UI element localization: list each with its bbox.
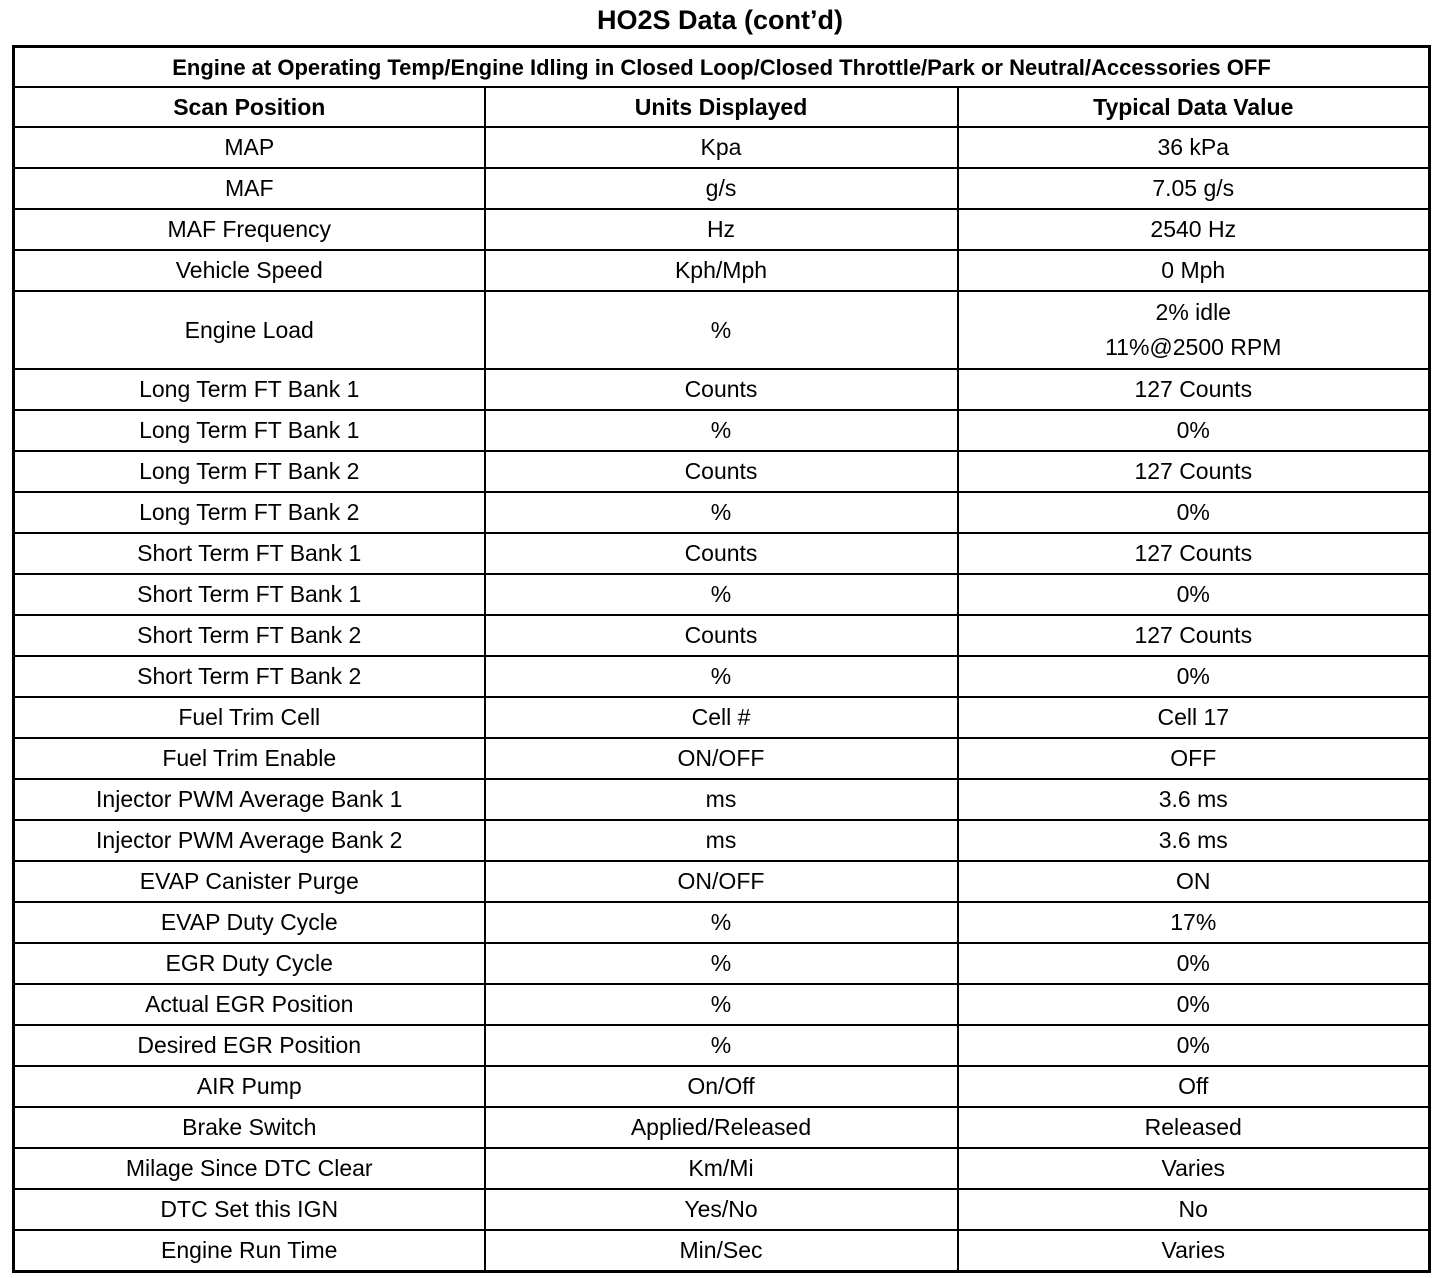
typical-value-cell: 0 Mph bbox=[958, 250, 1430, 291]
typical-value-cell: 3.6 ms bbox=[958, 820, 1430, 861]
table-body bbox=[14, 127, 1430, 1272]
scan-position-cell: Long Term FT Bank 1 bbox=[14, 369, 485, 410]
table-row bbox=[14, 1230, 1430, 1272]
scan-position-cell: Engine Run Time bbox=[14, 1230, 485, 1272]
units-displayed-cell: ON/OFF bbox=[485, 738, 958, 779]
scan-position-cell: Short Term FT Bank 2 bbox=[14, 656, 485, 697]
units-displayed-cell: ms bbox=[485, 820, 958, 861]
table-row bbox=[14, 656, 1430, 697]
operating-condition: Engine at Operating Temp/Engine Idling in Closed Loop/Closed Throttle/Park or Neutral/Accessories OFF bbox=[14, 47, 1430, 88]
units-displayed-cell: Yes/No bbox=[485, 1189, 958, 1230]
scan-position-cell: Brake Switch bbox=[14, 1107, 485, 1148]
units-displayed-cell: % bbox=[485, 410, 958, 451]
table-row bbox=[14, 291, 1430, 369]
typical-value-cell: 0% bbox=[958, 574, 1430, 615]
typical-value-cell: 127 Counts bbox=[958, 615, 1430, 656]
typical-value-cell: 36 kPa bbox=[958, 127, 1430, 168]
scan-position-cell: DTC Set this IGN bbox=[14, 1189, 485, 1230]
units-displayed-cell: % bbox=[485, 291, 958, 369]
scan-position-cell: Engine Load bbox=[14, 291, 485, 369]
typical-value-cell: 127 Counts bbox=[958, 451, 1430, 492]
typical-value-cell: 0% bbox=[958, 1025, 1430, 1066]
typical-value-line: 2% idle bbox=[1155, 299, 1231, 326]
table-row bbox=[14, 943, 1430, 984]
scan-position-cell: Injector PWM Average Bank 1 bbox=[14, 779, 485, 820]
table-row bbox=[14, 1189, 1430, 1230]
table-row bbox=[14, 410, 1430, 451]
scan-position-cell: Actual EGR Position bbox=[14, 984, 485, 1025]
table-row bbox=[14, 1025, 1430, 1066]
table-row bbox=[14, 209, 1430, 250]
units-displayed-cell: On/Off bbox=[485, 1066, 958, 1107]
scan-position-cell: Milage Since DTC Clear bbox=[14, 1148, 485, 1189]
units-displayed-cell: Counts bbox=[485, 369, 958, 410]
table-row bbox=[14, 451, 1430, 492]
table-row bbox=[14, 697, 1430, 738]
typical-value-cell: 0% bbox=[958, 492, 1430, 533]
units-displayed-cell: Cell # bbox=[485, 697, 958, 738]
scan-position-cell: Fuel Trim Enable bbox=[14, 738, 485, 779]
scan-position-cell: Short Term FT Bank 1 bbox=[14, 533, 485, 574]
units-displayed-cell: Hz bbox=[485, 209, 958, 250]
header-typical-data-value: Typical Data Value bbox=[958, 87, 1430, 127]
typical-value-cell: 127 Counts bbox=[958, 369, 1430, 410]
units-displayed-cell: ms bbox=[485, 779, 958, 820]
scan-position-cell: Fuel Trim Cell bbox=[14, 697, 485, 738]
units-displayed-cell: ON/OFF bbox=[485, 861, 958, 902]
typical-value-cell: 17% bbox=[958, 902, 1430, 943]
scan-position-cell: Desired EGR Position bbox=[14, 1025, 485, 1066]
header-scan-position: Scan Position bbox=[14, 87, 485, 127]
typical-value-cell bbox=[958, 291, 1430, 369]
scan-position-cell: EVAP Canister Purge bbox=[14, 861, 485, 902]
units-displayed-cell: Kpa bbox=[485, 127, 958, 168]
units-displayed-cell: Km/Mi bbox=[485, 1148, 958, 1189]
typical-value-cell: 0% bbox=[958, 410, 1430, 451]
typical-value-cell: 0% bbox=[958, 943, 1430, 984]
table-row bbox=[14, 1107, 1430, 1148]
table-row bbox=[14, 738, 1430, 779]
units-displayed-cell: Min/Sec bbox=[485, 1230, 958, 1272]
units-displayed-cell: % bbox=[485, 943, 958, 984]
units-displayed-cell: % bbox=[485, 656, 958, 697]
typical-value-cell: 2540 Hz bbox=[958, 209, 1430, 250]
scan-position-cell: Long Term FT Bank 2 bbox=[14, 451, 485, 492]
units-displayed-cell: Applied/Released bbox=[485, 1107, 958, 1148]
table-row bbox=[14, 492, 1430, 533]
table-row bbox=[14, 168, 1430, 209]
units-displayed-cell: Kph/Mph bbox=[485, 250, 958, 291]
table-row bbox=[14, 820, 1430, 861]
typical-value-cell: 3.6 ms bbox=[958, 779, 1430, 820]
ho2s-data-table bbox=[12, 45, 1431, 1273]
typical-value-line: 11%@2500 RPM bbox=[1105, 333, 1282, 360]
table-row bbox=[14, 1066, 1430, 1107]
table-row bbox=[14, 902, 1430, 943]
typical-value-cell: Off bbox=[958, 1066, 1430, 1107]
scan-position-cell: Short Term FT Bank 2 bbox=[14, 615, 485, 656]
table-row bbox=[14, 861, 1430, 902]
typical-value-cell: Cell 17 bbox=[958, 697, 1430, 738]
scan-position-cell: MAP bbox=[14, 127, 485, 168]
table-row bbox=[14, 1148, 1430, 1189]
typical-value-cell: 7.05 g/s bbox=[958, 168, 1430, 209]
table-row bbox=[14, 127, 1430, 168]
units-displayed-cell: % bbox=[485, 492, 958, 533]
page-title: HO2S Data (cont’d) bbox=[596, 5, 844, 35]
table-row bbox=[14, 533, 1430, 574]
scan-position-cell: MAF Frequency bbox=[14, 209, 485, 250]
scan-position-cell: Long Term FT Bank 2 bbox=[14, 492, 485, 533]
scan-position-cell: Injector PWM Average Bank 2 bbox=[14, 820, 485, 861]
table-row bbox=[14, 779, 1430, 820]
scan-position-cell: Short Term FT Bank 1 bbox=[14, 574, 485, 615]
units-displayed-cell: % bbox=[485, 574, 958, 615]
units-displayed-cell: % bbox=[485, 1025, 958, 1066]
table-row bbox=[14, 574, 1430, 615]
table-row bbox=[14, 250, 1430, 291]
scan-position-cell: Long Term FT Bank 1 bbox=[14, 410, 485, 451]
condition-row bbox=[14, 47, 1430, 88]
typical-value-cell: 0% bbox=[958, 984, 1430, 1025]
typical-value-cell: Released bbox=[958, 1107, 1430, 1148]
scan-position-cell: EVAP Duty Cycle bbox=[14, 902, 485, 943]
typical-value-cell: 127 Counts bbox=[958, 533, 1430, 574]
units-displayed-cell: g/s bbox=[485, 168, 958, 209]
table-row bbox=[14, 369, 1430, 410]
scan-position-cell: EGR Duty Cycle bbox=[14, 943, 485, 984]
scan-position-cell: AIR Pump bbox=[14, 1066, 485, 1107]
typical-value-cell: Varies bbox=[958, 1230, 1430, 1272]
typical-value-cell: ON bbox=[958, 861, 1430, 902]
units-displayed-cell: Counts bbox=[485, 451, 958, 492]
typical-value-cell: No bbox=[958, 1189, 1430, 1230]
typical-value-cell: OFF bbox=[958, 738, 1430, 779]
header-row bbox=[14, 87, 1430, 127]
table-row bbox=[14, 984, 1430, 1025]
table-row bbox=[14, 615, 1430, 656]
units-displayed-cell: % bbox=[485, 984, 958, 1025]
scan-position-cell: MAF bbox=[14, 168, 485, 209]
scan-position-cell: Vehicle Speed bbox=[14, 250, 485, 291]
header-units-displayed: Units Displayed bbox=[485, 87, 958, 127]
units-displayed-cell: Counts bbox=[485, 615, 958, 656]
typical-value-cell: Varies bbox=[958, 1148, 1430, 1189]
typical-value-cell: 0% bbox=[958, 656, 1430, 697]
units-displayed-cell: Counts bbox=[485, 533, 958, 574]
units-displayed-cell: % bbox=[485, 902, 958, 943]
